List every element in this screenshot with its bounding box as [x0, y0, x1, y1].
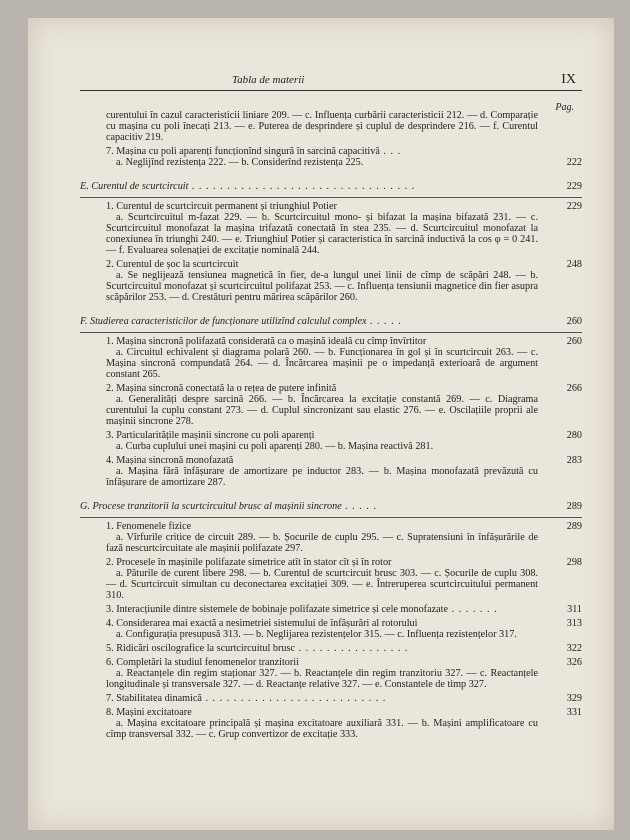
pag-column-label: Pag.	[555, 102, 574, 113]
toc-item: 2. Procesele în mașinile polifazate simetrice atît în stator cît și în rotor a. Păturile de curent libere 298. — b. Curentul de scurtcircuit brusc 303. — c. Șocurile de cuplu 308. — d. Scurtcircuit simultan cu deconectarea excitației 309. — e. Întreruperea scurtcircuitului permanent 310. 298	[106, 557, 582, 601]
toc-item-page: 266	[566, 383, 582, 394]
toc-section-page: 289	[566, 501, 582, 512]
toc-item-page: 283	[566, 455, 582, 466]
toc-item-page: 322	[566, 643, 582, 654]
toc-item-page: 326	[566, 657, 582, 668]
toc-item-page: 289	[566, 521, 582, 532]
section-rule	[80, 332, 582, 333]
toc-item: 1. Fenomenele fizice a. Vîrfurile critice de circuit 289. — b. Șocurile de cuplu 295. — c. Supratensiuni în înfășurările de fază nescurtcircuitate ale mașinii polifazate 297. 289	[106, 521, 582, 554]
toc-item: 2. Mașina sincronă conectată la o rețea de putere infinită a. Generalități despre sarcină 266. — b. Încărcarea la excitație constantă 269. — c. Diagrama curentului la cuplu constant 273. — d. Cuplul sincronizant sau elastic 276. — e. Oscilațiile proprii ale mașinii sincrone 278. 266	[106, 383, 582, 427]
toc-item-page: 229	[566, 201, 582, 212]
toc-section-page: 260	[566, 316, 582, 327]
header-rule	[80, 90, 582, 91]
toc-item: 2. Curentul de șoc la scurtcircuit a. Se neglijează tensiunea magnetică în fier, de-a lungul unei linii de cîmp de scăpări 248. — b. Scurtcircuitul monofazat și scurtcircuitul polifazat 253. — c. Influența tensiunii magnetice din fier asupra scăpărilor 253. — d. Crestături pentru mărirea scăpărilor 260. 248	[106, 259, 582, 303]
toc-item-page: 280	[566, 430, 582, 441]
toc-item: 5. Ridicări oscilografice la scurtcircuitul brusc . . . . . . . . . . . . . . . . 322	[106, 643, 582, 654]
toc-continuation: curentului în cazul caracteristicii liniare 209. — c. Influența curbării caracteristicii 212. — d. Comparație cu mașina cu poli înecați 213. — e. Puterea de desprindere și cuplul de desprindere 216. — f. Curentul capacitiv 219.	[106, 110, 538, 143]
toc-content	[80, 110, 582, 740]
toc-item: 1. Curentul de scurtcircuit permanent și triunghiul Potier a. Scurtcircuitul m-fazat 229. — b. Scurtcircuitul mono- și bifazat la mașina bifazată 231. — c. Scurtcircuitul monofazat la mașina trifazată conectată în stea 235. — d. Scurtcircuitul monofazat la conexiunea în triunghi 240. — e. Triunghiul Potier și caracteristica în sarcină inductivă la cos φ = 0 241. — f. Evaluarea solenației de excitație nominală 244. 229	[106, 201, 582, 256]
toc-item: 7. Stabilitatea dinamică . . . . . . . . . . . . . . . . . . . . . . . . . . 329	[106, 693, 582, 704]
toc-item: 7. Mașina cu poli aparenți funcționînd singură în sarcină capacitivă . . . a. Neglijînd rezistența 222. — b. Considerînd rezistența 225. 222	[106, 146, 582, 168]
toc-item-page: 260	[566, 336, 582, 347]
toc-item: 3. Particularitățile mașinii sincrone cu poli aparenți a. Curba cuplului unei mașini cu poli aparenți 280. — b. Mașina reactivă 281. 280	[106, 430, 582, 452]
toc-item: 4. Considerarea mai exactă a nesimetriei sistemului de înfășurări al rotorului a. Configurația presupusă 313. — b. Neglijarea rezistențelor 315. — c. Influența rezistențelor 317. 313	[106, 618, 582, 640]
toc-item-page: 248	[566, 259, 582, 270]
toc-item-page: 311	[567, 604, 582, 615]
toc-item: 3. Interacțiunile dintre sistemele de bobinaje polifazate simetrice și cele monofazate . . . . . . . 311	[106, 604, 582, 615]
toc-item-page: 222	[566, 157, 582, 168]
toc-item: 6. Completări la studiul fenomenelor tranzitorii a. Reactanțele din regim staționar 327. — b. Reactanțele din regim tranzitoriu 327. — c. Reactanțele longitudinale și transversale 327. — d. Reactanțe relative 327. — e. Constantele de timp 327. 326	[106, 657, 582, 690]
toc-item: 8. Mașini excitatoare a. Mașina excitatoare principală și mașina excitatoare auxiliară 331. — b. Mașini amplificatoare cu cîmp transversal 332. — c. Grup convertizor de excitație 333. 331	[106, 707, 582, 740]
toc-item: 4. Mașina sincronă monofazată a. Mașina fără înfășurare de amortizare pe inductor 283. — b. Mașina monofazată prevăzută cu înfășurare de amortizare 287. 283	[106, 455, 582, 488]
toc-section-page: 229	[566, 181, 582, 192]
toc-section-g: G. Procese tranzitorii la scurtcircuitul brusc al mașinii sincrone . . . . . 289	[80, 501, 582, 512]
toc-section-f: F. Studierea caracteristicilor de funcționare utilizînd calculul complex . . . . . 260	[80, 316, 582, 327]
toc-item-page: 313	[566, 618, 582, 629]
page-header	[28, 68, 614, 88]
section-rule	[80, 197, 582, 198]
toc-item: 1. Mașina sincronă polifazată considerată ca o mașină ideală cu cîmp învîrtitor a. Circuitul echivalent și diagrama polară 260. — b. Funcționarea în gol și în scurtcircuit 263. — c. Mașina sincronă compundată 264. — d. Încărcarea mașinii pe o impedanță exterioară de argument constant 265. 260	[106, 336, 582, 380]
toc-item-page: 331	[566, 707, 582, 718]
toc-item-page: 329	[566, 693, 582, 704]
running-title: Tabla de materii	[232, 74, 305, 86]
toc-section-e: E. Curentul de scurtcircuit . . . . . . . . . . . . . . . . . . . . . . . . . . . . . . . . 229	[80, 181, 582, 192]
toc-item-page: 298	[566, 557, 582, 568]
book-page	[28, 18, 614, 830]
section-rule	[80, 517, 582, 518]
page-number: IX	[561, 72, 576, 87]
